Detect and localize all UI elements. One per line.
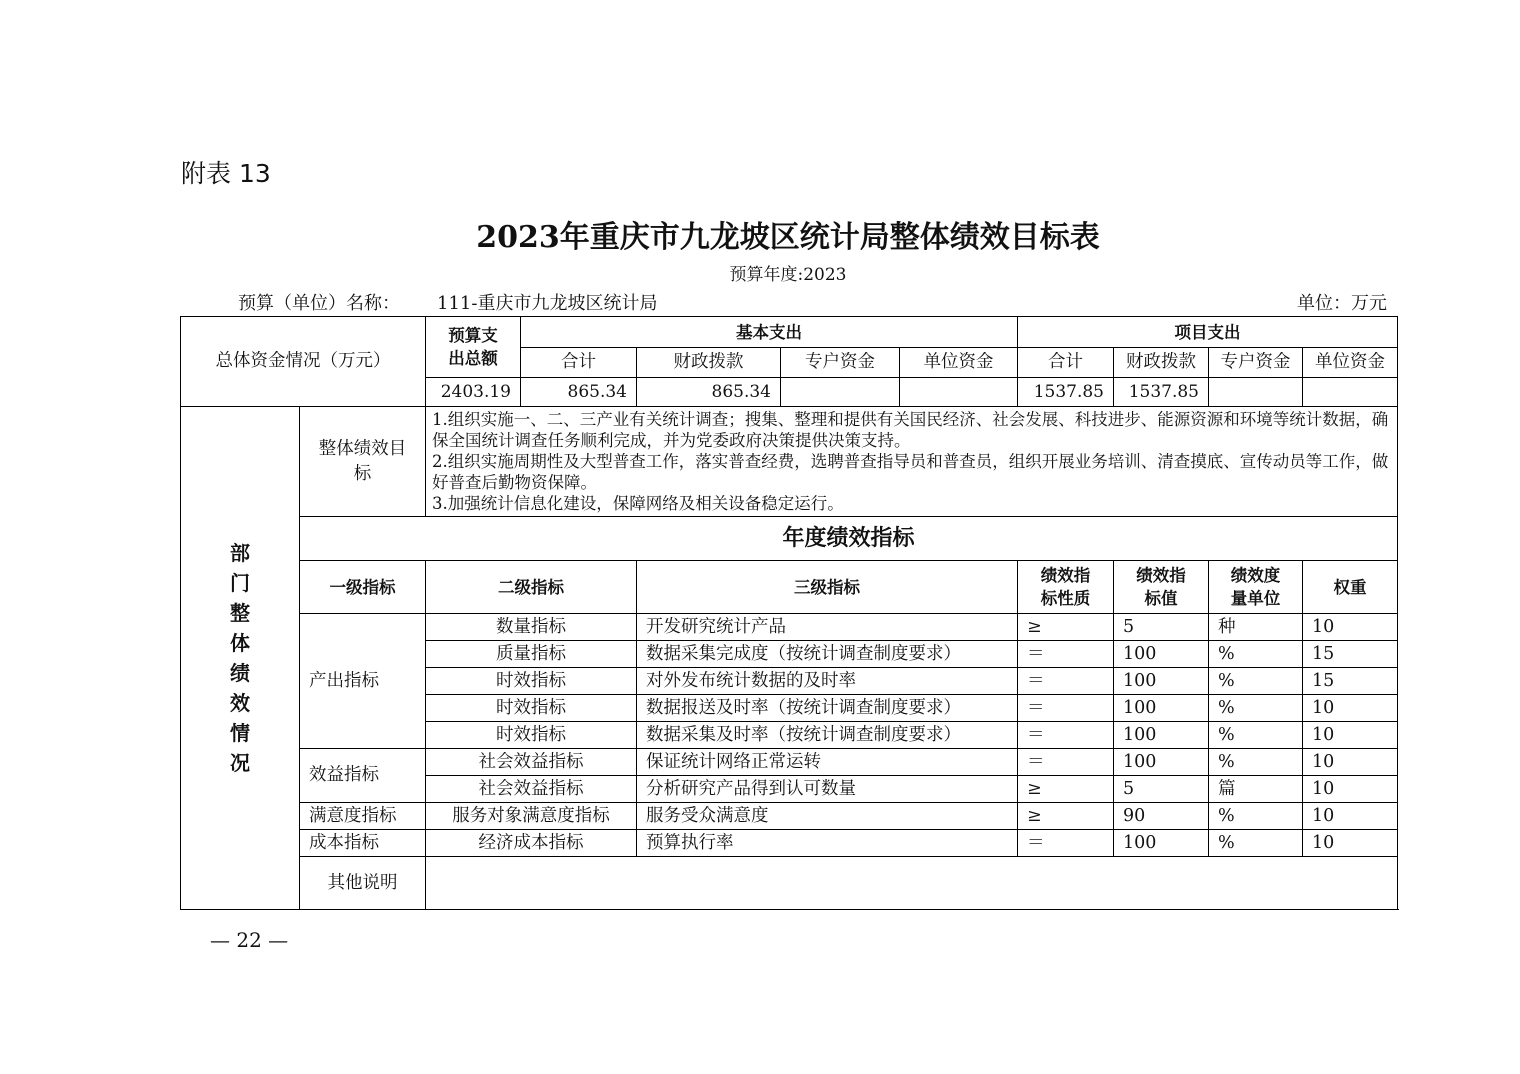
project-special [1209,378,1303,407]
basic-sum: 865.34 [521,378,637,407]
other-notes-label: 其他说明 [300,857,426,910]
indicator-row [181,830,1398,857]
indicator-nature: ≥ [1018,614,1114,641]
indicator-l3: 开发研究统计产品 [637,614,1018,641]
unit-name-value: 111-重庆市九龙坡区统计局 [437,293,658,314]
indicator-l3: 数据采集完成度（按统计调查制度要求） [637,641,1018,668]
indicator-unit: % [1209,803,1303,830]
indicator-value: 5 [1114,776,1209,803]
indicator-value: 100 [1114,749,1209,776]
indicator-weight: 15 [1303,668,1398,695]
indicator-weight: 10 [1303,776,1398,803]
indicator-l2: 社会效益指标 [426,776,637,803]
indicator-unit: % [1209,641,1303,668]
indicator-l2: 数量指标 [426,614,637,641]
indicator-unit: 种 [1209,614,1303,641]
indicator-weight: 10 [1303,830,1398,857]
currency-unit: 单位：万元 [1297,293,1387,314]
header-l3: 三级指标 [637,561,1018,614]
total-header: 预算支出总额 [426,317,521,378]
indicator-l3: 对外发布统计数据的及时率 [637,668,1018,695]
basic-fiscal: 865.34 [637,378,781,407]
indicator-l3: 服务受众满意度 [637,803,1018,830]
indicator-l2: 时效指标 [426,695,637,722]
basic-header: 基本支出 [521,317,1018,348]
header-value: 绩效指标值 [1114,561,1209,614]
indicator-value: 5 [1114,614,1209,641]
funds-subheader: 财政拨款 [1114,348,1209,378]
funds-row-label: 总体资金情况（万元） [181,317,426,407]
goal-line: 3.加强统计信息化建设，保障网络及相关设备稳定运行。 [432,494,844,513]
indicator-row [181,749,1398,776]
total-value: 2403.19 [426,378,521,407]
funds-subheader: 合计 [1018,348,1114,378]
indicator-row [181,803,1398,830]
funds-subheader: 单位资金 [900,348,1018,378]
funds-subheader: 专户资金 [781,348,900,378]
indicator-weight: 10 [1303,614,1398,641]
annual-indicators-heading: 年度绩效指标 [300,517,1398,561]
indicator-weight: 10 [1303,695,1398,722]
indicator-l1: 成本指标 [300,830,426,857]
indicator-value: 100 [1114,668,1209,695]
indicator-nature: ＝ [1018,695,1114,722]
dept-label: 部门整体绩效情况 [181,407,300,910]
funds-subheader: 专户资金 [1209,348,1303,378]
header-weight: 权重 [1303,561,1398,614]
indicator-weight: 10 [1303,722,1398,749]
indicator-l3: 保证统计网络正常运转 [637,749,1018,776]
indicator-nature: ＝ [1018,749,1114,776]
indicator-value: 90 [1114,803,1209,830]
project-header: 项目支出 [1018,317,1398,348]
indicator-value: 100 [1114,641,1209,668]
basic-special [781,378,900,407]
funds-subheader: 财政拨款 [637,348,781,378]
project-fiscal: 1537.85 [1114,378,1209,407]
indicator-nature: ＝ [1018,830,1114,857]
indicator-value: 100 [1114,722,1209,749]
indicator-unit: % [1209,695,1303,722]
header-l1: 一级指标 [300,561,426,614]
budget-year: 预算年度:2023 [729,265,847,285]
indicator-value: 100 [1114,830,1209,857]
indicator-nature: ≥ [1018,803,1114,830]
header-nature: 绩效指标性质 [1018,561,1114,614]
funds-subheader: 合计 [521,348,637,378]
indicator-row [181,614,1398,641]
indicator-weight: 15 [1303,641,1398,668]
indicator-l2: 经济成本指标 [426,830,637,857]
indicator-l3: 分析研究产品得到认可数量 [637,776,1018,803]
attachment-label: 附表 13 [181,159,271,188]
project-unit [1303,378,1398,407]
performance-table [180,316,1398,910]
project-sum: 1537.85 [1018,378,1114,407]
indicator-l3: 数据采集及时率（按统计调查制度要求） [637,722,1018,749]
page-number: — 22 — [210,928,289,952]
document-title: 2023年重庆市九龙坡区统计局整体绩效目标表 [476,220,1100,255]
other-notes-value [426,857,1398,910]
indicator-nature: ＝ [1018,641,1114,668]
basic-unit [900,378,1018,407]
funds-subheader: 单位资金 [1303,348,1398,378]
indicator-value: 100 [1114,695,1209,722]
indicator-nature: ≥ [1018,776,1114,803]
indicator-unit: % [1209,668,1303,695]
unit-name-label: 预算（单位）名称： [238,293,400,314]
indicator-weight: 10 [1303,749,1398,776]
indicator-unit: 篇 [1209,776,1303,803]
indicator-l2: 服务对象满意度指标 [426,803,637,830]
indicator-l3: 预算执行率 [637,830,1018,857]
header-unit: 绩效度量单位 [1209,561,1303,614]
indicator-l1: 产出指标 [300,614,426,749]
goal-label: 整体绩效目标 [300,407,426,517]
goal-line: 2.组织实施周期性及大型普查工作，落实普查经费，选聘普查指导员和普查员，组织开展业务培训、清查摸底、宣传动员等工作，做好普查后勤物资保障。 [432,452,1389,492]
goal-line: 1.组织实施一、二、三产业有关统计调查；搜集、整理和提供有关国民经济、社会发展、科技进步、能源资源和环境等统计数据，确保全国统计调查任务顺利完成，并为党委政府决策提供决策支持。 [432,410,1389,450]
indicator-unit: % [1209,830,1303,857]
header-l2: 二级指标 [426,561,637,614]
indicator-unit: % [1209,722,1303,749]
indicator-l2: 时效指标 [426,722,637,749]
indicator-unit: % [1209,749,1303,776]
indicator-l2: 质量指标 [426,641,637,668]
indicator-l2: 时效指标 [426,668,637,695]
indicator-l1: 效益指标 [300,749,426,803]
goal-text [426,407,1398,517]
indicator-l2: 社会效益指标 [426,749,637,776]
indicator-weight: 10 [1303,803,1398,830]
indicator-l3: 数据报送及时率（按统计调查制度要求） [637,695,1018,722]
indicator-l1: 满意度指标 [300,803,426,830]
indicator-nature: ＝ [1018,668,1114,695]
indicator-nature: ＝ [1018,722,1114,749]
